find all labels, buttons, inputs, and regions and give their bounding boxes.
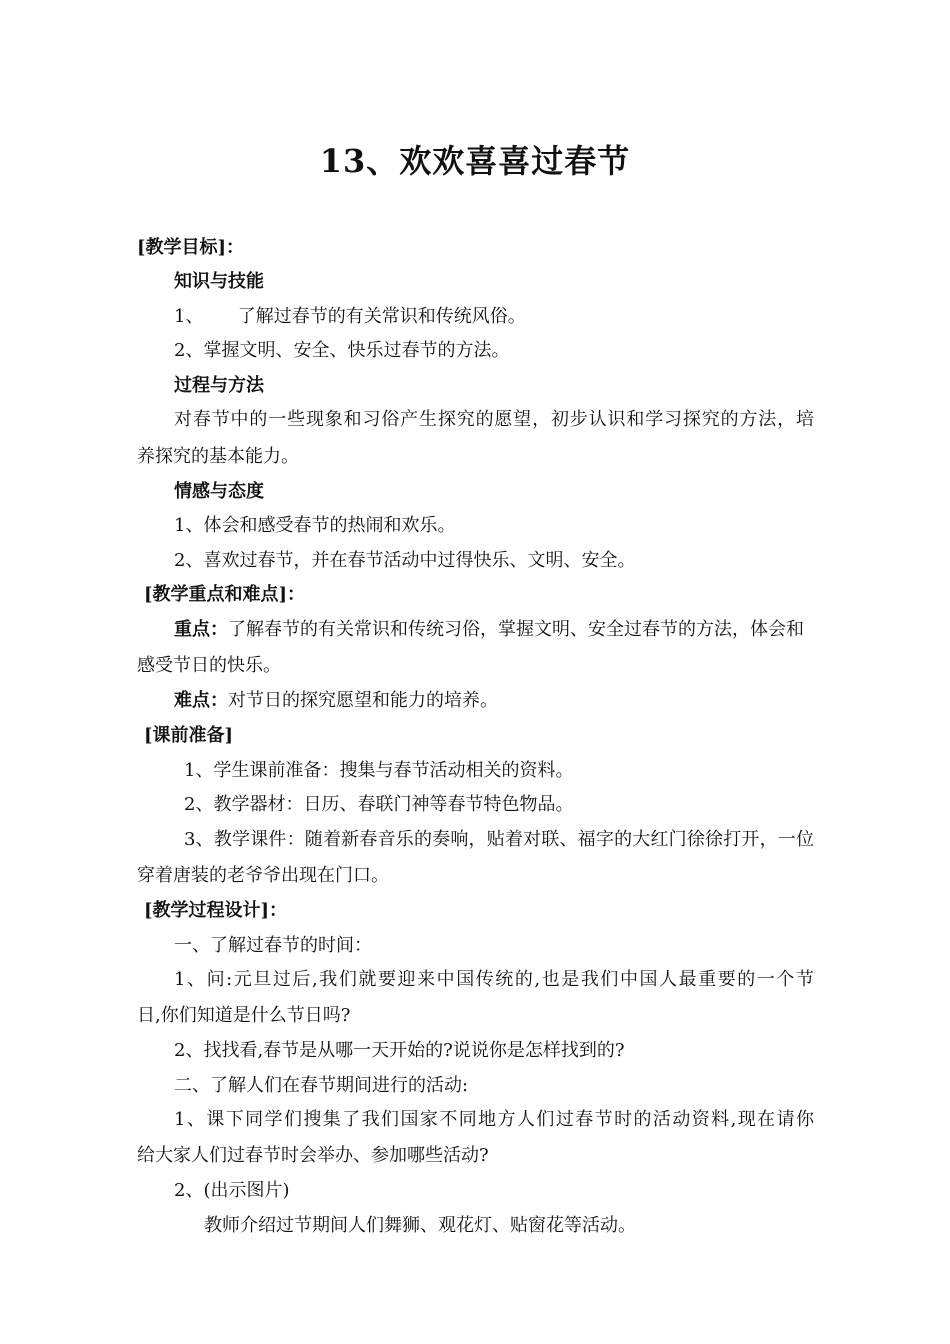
part-1-question-1-line-2: 日,你们知道是什么节日吗?: [137, 1005, 351, 1026]
part-1-question-2: 2、找找看,春节是从哪一天开始的?说说你是怎样找到的?: [174, 1040, 625, 1061]
preparation-item-2: 2、教学器材：日历、春联门神等春节特色物品。: [184, 794, 574, 815]
emotion-item-1: 1、体会和感受春节的热闹和欢乐。: [174, 515, 456, 536]
difficulty-text: 对节日的探究愿望和能力的培养。: [228, 690, 498, 711]
difficulty-label: 难点：: [174, 690, 228, 711]
part-2-question-1-line-1: 1、课下同学们搜集了我们国家不同地方人们过春节时的活动资料,现在请你: [174, 1109, 814, 1130]
process-text-line-2: 养探究的基本能力。: [137, 446, 299, 467]
focus-paragraph: [174, 618, 804, 642]
part-2-question-2: 2、(出示图片): [174, 1180, 290, 1201]
part-1-question-1-line-1: 1、问:元旦过后,我们就要迎来中国传统的,也是我们中国人最重要的一个节: [174, 969, 814, 990]
knowledge-item-1: 1、 了解过春节的有关常识和传统风俗。: [174, 306, 526, 327]
objectives-heading: [教学目标]：: [137, 237, 245, 258]
preparation-heading: [课前准备]: [144, 725, 234, 746]
focus-label: 重点：: [174, 619, 228, 640]
emotion-item-2: 2、喜欢过春节，并在春节活动中过得快乐、文明、安全。: [174, 550, 636, 571]
process-text-line-1: 对春节中的一些现象和习俗产生探究的愿望，初步认识和学习探究的方法，培: [174, 409, 814, 430]
part-2-question-2-detail: 教师介绍过节期间人们舞狮、观花灯、贴窗花等活动。: [204, 1215, 636, 1236]
preparation-item-1: 1、学生课前准备：搜集与春节活动相关的资料。: [184, 760, 574, 781]
part-2-question-1-line-2: 给大家人们过春节时会举办、参加哪些活动?: [137, 1145, 489, 1166]
document-title: 13、欢欢喜喜过春节: [319, 142, 631, 180]
knowledge-item-2: 2、掌握文明、安全、快乐过春节的方法。: [174, 340, 510, 361]
part-2-heading: 二、了解人们在春节期间进行的活动:: [174, 1075, 469, 1096]
key-points-heading: [教学重点和难点]：: [144, 584, 306, 605]
process-heading: 过程与方法: [174, 375, 264, 396]
knowledge-heading: 知识与技能: [174, 271, 264, 292]
preparation-item-3-line-2: 穿着唐装的老爷爷出现在门口。: [137, 865, 389, 886]
emotion-heading: 情感与态度: [174, 481, 264, 502]
preparation-item-3-line-1: 3、教学课件：随着新春音乐的奏响，贴着对联、福字的大红门徐徐打开，一位: [184, 829, 814, 850]
part-1-heading: 一、了解过春节的时间：: [174, 935, 372, 956]
focus-text-line-2: 感受节日的快乐。: [137, 655, 281, 676]
focus-text-line-1: 了解春节的有关常识和传统习俗，掌握文明、安全过春节的方法，体会和: [228, 619, 804, 640]
difficulty-paragraph: [174, 689, 498, 713]
process-design-heading: [教学过程设计]：: [144, 900, 288, 921]
